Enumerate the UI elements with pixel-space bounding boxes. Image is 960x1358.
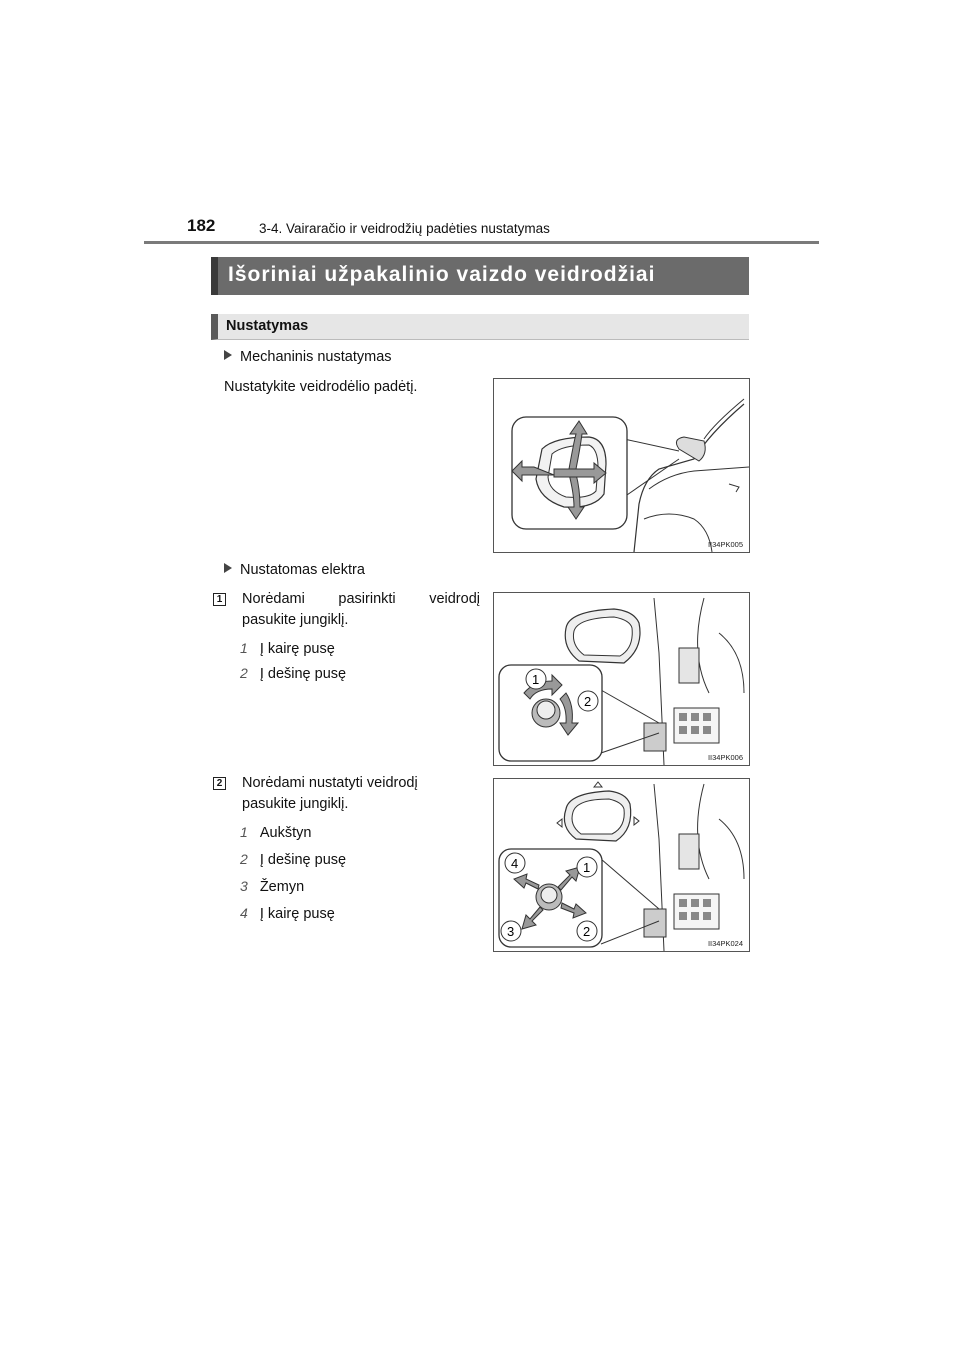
item-number: 2 bbox=[240, 665, 248, 681]
list-item bbox=[240, 823, 311, 843]
mechanical-heading bbox=[224, 348, 392, 367]
mechanical-heading-text: Mechaninis nustatymas bbox=[240, 349, 392, 365]
electric-heading bbox=[224, 561, 365, 580]
item-text: Žemyn bbox=[259, 879, 305, 895]
bullet-triangle-icon bbox=[224, 563, 232, 573]
callout-2: 2 bbox=[583, 924, 591, 939]
figure-mirror-adjust-switch bbox=[493, 778, 750, 952]
item-text: Aukštyn bbox=[259, 825, 312, 841]
subsection-title: Nustatymas bbox=[226, 318, 309, 334]
mirror-illustration bbox=[494, 379, 749, 552]
list-item bbox=[240, 639, 335, 659]
electric-heading-text: Nustatomas elektra bbox=[240, 562, 365, 578]
list-item bbox=[240, 664, 346, 684]
switch-select-illustration bbox=[494, 593, 749, 765]
header-divider bbox=[144, 241, 819, 244]
callout-2: 2 bbox=[584, 694, 592, 709]
callout-1: 1 bbox=[532, 672, 540, 687]
item-text: Į dešinę pusę bbox=[259, 666, 347, 682]
figure-mirror-select-switch bbox=[493, 592, 750, 766]
step-number-box: 2 bbox=[213, 777, 226, 790]
chapter-title: 3-4. Vairaračio ir veidrodžių padėties nustatymas bbox=[259, 221, 550, 236]
list-item bbox=[240, 904, 335, 924]
section-title: Išoriniai užpakalinio vaizdo veidrodžiai bbox=[228, 263, 656, 286]
section-title-bar bbox=[211, 257, 749, 295]
step2-line2: pasukite jungiklį. bbox=[242, 796, 349, 812]
bullet-triangle-icon bbox=[224, 350, 232, 360]
figure-code: II34PK006 bbox=[707, 753, 743, 762]
callout-1: 1 bbox=[583, 860, 591, 875]
step1-line1: Norėdami pasirinkti veidrodį bbox=[242, 591, 480, 607]
item-number: 1 bbox=[240, 824, 248, 840]
list-item bbox=[240, 850, 346, 870]
step2-line1: Norėdami nustatyti veidrodį bbox=[242, 775, 418, 791]
subsection-bar bbox=[211, 314, 749, 340]
item-number: 2 bbox=[240, 851, 248, 867]
item-number: 3 bbox=[240, 878, 248, 894]
page-number: 182 bbox=[187, 216, 216, 235]
item-number: 4 bbox=[240, 905, 248, 921]
item-text: Į kairę pusę bbox=[259, 641, 335, 657]
mechanical-text: Nustatykite veidrodėlio padėtį. bbox=[224, 379, 418, 395]
list-item bbox=[240, 877, 304, 897]
switch-adjust-illustration bbox=[494, 779, 749, 951]
step1-line2: pasukite jungiklį. bbox=[242, 612, 349, 628]
item-text: Į kairę pusę bbox=[259, 906, 335, 922]
callout-3: 3 bbox=[507, 924, 515, 939]
step-number-box: 1 bbox=[213, 593, 226, 606]
item-number: 1 bbox=[240, 640, 248, 656]
callout-4: 4 bbox=[511, 856, 519, 871]
item-text: Į dešinę pusę bbox=[259, 852, 347, 868]
figure-code: II34PK024 bbox=[707, 939, 743, 948]
figure-code: II34PK005 bbox=[707, 540, 743, 549]
figure-mechanical-mirror bbox=[493, 378, 750, 553]
